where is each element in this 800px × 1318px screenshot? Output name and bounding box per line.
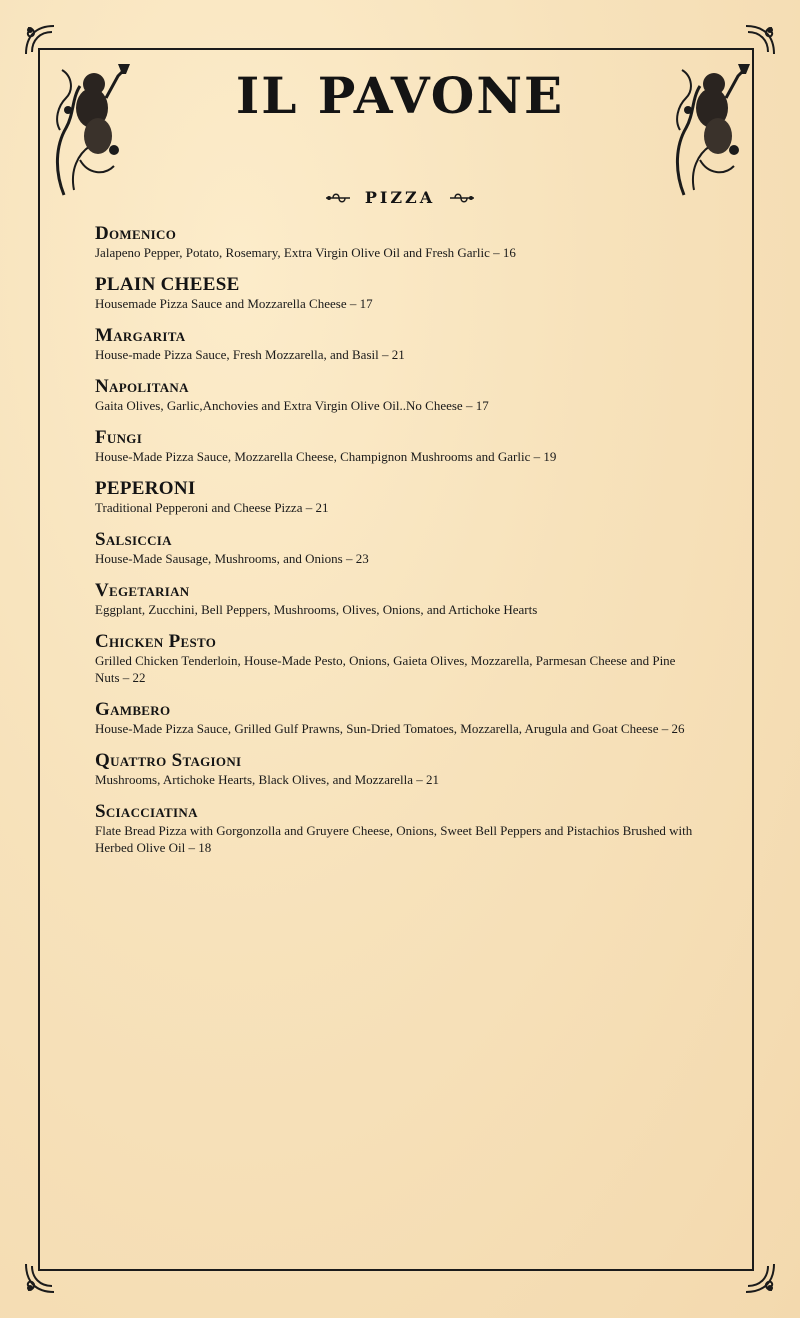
item-name: Salsiccia <box>95 529 172 550</box>
restaurant-name: IL PAVONE <box>235 66 565 125</box>
item-description: Grilled Chicken Tenderloin, House-Made Pesto, Onions, Gaieta Olives, Mozzarella, Parmesan Cheese and Pine Nuts – 22 <box>95 653 676 685</box>
flourish-left-icon <box>325 192 351 204</box>
item-description: House-Made Pizza Sauce, Grilled Gulf Prawns, Sun-Dried Tomatoes, Mozzarella, Arugula and Goat Cheese – 26 <box>95 721 685 736</box>
flourish-right-icon <box>449 192 475 204</box>
cherub-illustration-icon <box>44 50 136 200</box>
item-name: Fungi <box>95 427 143 448</box>
item-name: Napolitana <box>95 376 189 397</box>
item-description: House-Made Pizza Sauce, Mozzarella Cheese, Champignon Mushrooms and Garlic – 19 <box>95 449 557 464</box>
item-description: House-made Pizza Sauce, Fresh Mozzarella, and Basil – 21 <box>95 347 405 362</box>
pizza-menu-list <box>95 223 695 869</box>
item-name: Quattro Stagioni <box>95 750 242 771</box>
menu-item <box>95 427 695 465</box>
item-name: Chicken Pesto <box>95 631 217 652</box>
menu-item <box>95 699 695 737</box>
item-name: Sciacciatina <box>95 801 198 822</box>
corner-ornament-icon <box>742 1260 778 1296</box>
cherub-illustration-icon <box>664 50 756 200</box>
item-description: Flate Bread Pizza with Gorgonzolla and Gruyere Cheese, Onions, Sweet Bell Peppers and Pistachios Brushed with Herbed Olive Oil – 18 <box>95 823 693 855</box>
menu-item <box>95 274 695 312</box>
item-description: Mushrooms, Artichoke Hearts, Black Olives, and Mozzarella – 21 <box>95 772 440 787</box>
menu-item <box>95 325 695 363</box>
section-heading <box>250 188 550 207</box>
corner-ornament-icon <box>22 1260 58 1296</box>
item-description: Gaita Olives, Garlic,Anchovies and Extra Virgin Olive Oil..No Cheese – 17 <box>95 398 489 413</box>
item-description: Jalapeno Pepper, Potato, Rosemary, Extra Virgin Olive Oil and Fresh Garlic – 16 <box>95 245 516 260</box>
menu-item <box>95 478 695 516</box>
item-name: Vegetarian <box>95 580 190 601</box>
item-description: Traditional Pepperoni and Cheese Pizza – 21 <box>95 500 329 515</box>
menu-item <box>95 223 695 261</box>
menu-item <box>95 631 695 686</box>
section-title: PIZZA <box>364 188 436 207</box>
menu-item <box>95 529 695 567</box>
item-name: PLAIN CHEESE <box>95 274 240 295</box>
item-name: Domenico <box>95 223 177 244</box>
item-description: Eggplant, Zucchini, Bell Peppers, Mushrooms, Olives, Onions, and Artichoke Hearts <box>95 602 538 617</box>
item-description: House-Made Sausage, Mushrooms, and Onions – 23 <box>95 551 369 566</box>
menu-item <box>95 801 695 856</box>
menu-item <box>95 750 695 788</box>
item-name: Margarita <box>95 325 186 346</box>
item-name: PEPERONI <box>95 478 196 499</box>
menu-item <box>95 376 695 414</box>
item-name: Gambero <box>95 699 171 720</box>
item-description: Housemade Pizza Sauce and Mozzarella Cheese – 17 <box>95 296 373 311</box>
menu-item <box>95 580 695 618</box>
